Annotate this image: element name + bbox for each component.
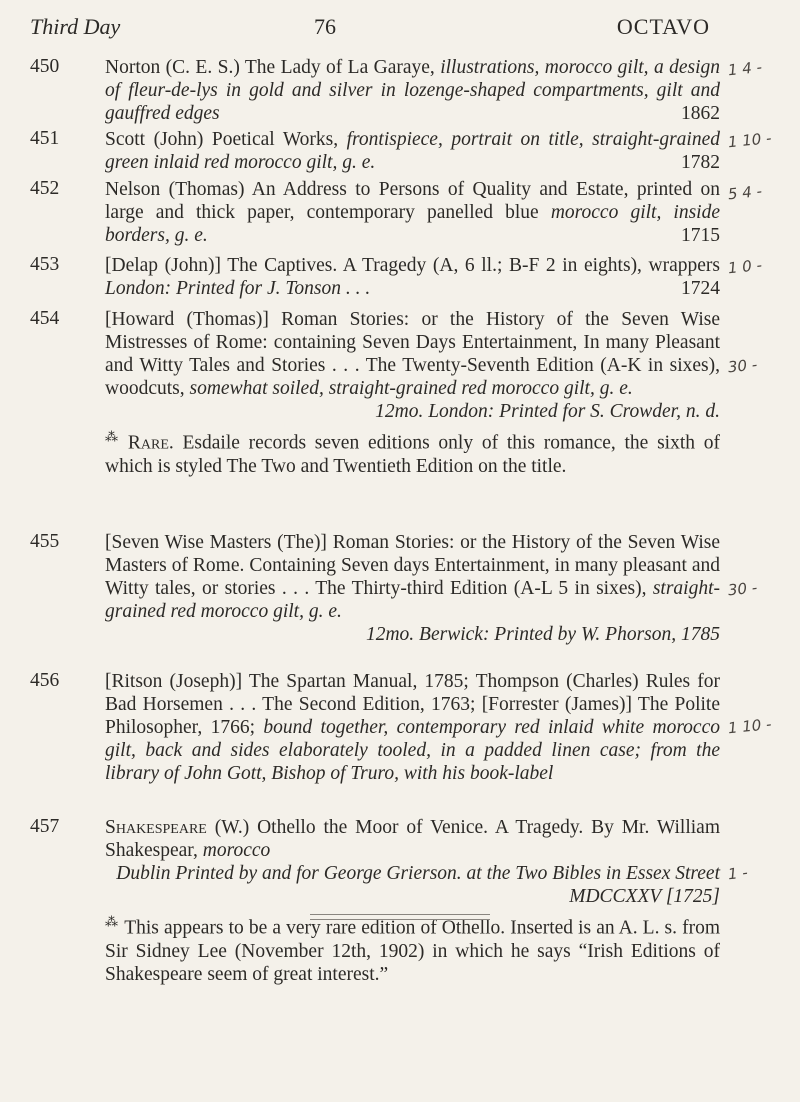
handwritten-price: 1 0 - [727, 255, 763, 278]
lot-author: Nelson (Thomas) [105, 179, 245, 200]
note-text: Esdaile records seven editions only of this romance, the sixth of which is styled The Two and Twentieth Edition on the title. [105, 432, 720, 477]
lot-title: An Address to Persons of Quality and Estate, printed on large and thick paper, contemporary panelled blue [105, 179, 720, 223]
lot-457 [30, 816, 720, 986]
lot-binding: illustrations, morocco gilt, a design of fleur-de-lys in gold and silver in lozenge-shaped compartments, gilt and gauffred edges [105, 57, 720, 124]
lot-description [105, 128, 720, 174]
sale-day: Third Day [30, 14, 121, 39]
lot-title: The Lady of La Garaye, [244, 57, 435, 78]
asterism-icon: ⁂ [105, 429, 122, 444]
lot-note [105, 425, 720, 478]
lot-author: Shakespeare (W.) [105, 817, 250, 838]
asterism-icon: ⁂ [105, 914, 119, 929]
page-header [30, 14, 710, 44]
lot-date: 1715 [681, 225, 720, 246]
lot-number: 453 [30, 254, 60, 275]
lot-imprint: 12mo. Berwick: Printed by W. Phorson, 1785 [365, 624, 720, 645]
lot-imprint: Dublin Printed by and for George Grierson. at the Two Bibles in Essex Street MDCCXXV [1725] [116, 863, 720, 907]
handwritten-price: 30 - [727, 578, 759, 600]
lot-description [105, 531, 720, 646]
lot-date: 1862 [681, 103, 720, 124]
handwritten-price: 1 4 - [727, 57, 763, 80]
lot-number: 457 [30, 816, 60, 837]
lot-title: Roman Stories: or the History of the Seven Wise Mistresses of Rome: containing Seven Days Entertainment, In many Pleasant and Witty Tales and Stories . . . The Twenty-Seventh Edition (A-K in sixes), woodcuts, [105, 309, 721, 399]
lot-author: [Seven Wise Masters (The)] [105, 532, 327, 553]
lot-binding: straight-grained red morocco gilt, g. e. [105, 578, 721, 622]
lot-title: The Captives. A Tragedy (A, 6 ll.; B-F 2 in eights), wrappers [227, 255, 720, 276]
lot-imprint: London: Printed for J. Tonson . . . [105, 278, 371, 299]
lot-456 [30, 670, 720, 785]
handwritten-price: 5 4 - [727, 181, 763, 204]
lot-binding: morocco [202, 840, 271, 861]
lot-description [105, 816, 720, 986]
note-text: This appears to be a very rare edition of Othello. Inserted is an A. L. s. from Sir Sidney Lee (November 12th, 1902) in which he says “Irish Editions of Shakespeare seem of great interest.” [105, 917, 720, 985]
lot-455 [30, 531, 720, 646]
lot-number: 451 [30, 128, 60, 149]
handwritten-price: 1 - [727, 863, 749, 884]
lot-title: Poetical Works, [211, 129, 339, 150]
lot-author: [Howard (Thomas)] [105, 309, 269, 330]
lot-author: Norton (C. E. S.) [105, 57, 240, 78]
note-label: Rare. [127, 432, 174, 454]
lot-date: 1724 [681, 278, 720, 299]
lot-binding: morocco gilt, inside borders, g. e. [105, 202, 721, 246]
lot-note [105, 910, 720, 986]
lot-date: 1782 [681, 152, 720, 173]
lot-number: 455 [30, 531, 60, 552]
lot-binding: somewhat soiled, straight-grained red morocco gilt, g. e. [189, 378, 633, 399]
lot-title: Roman Stories: or the History of the Seven Wise Masters of Rome. Containing Seven days Entertainment, in many pleasant and Witty tales, or stories . . . The Thirty-third Edition (A-L 5 in sixes), [105, 532, 721, 599]
lot-452 [30, 178, 720, 247]
end-rule [310, 914, 490, 920]
handwritten-price: 30 - [727, 355, 759, 377]
lot-450 [30, 56, 720, 125]
lot-number: 454 [30, 308, 60, 329]
lot-number: 450 [30, 56, 60, 77]
handwritten-price: 1 10 - [727, 128, 773, 152]
lot-number: 456 [30, 670, 60, 691]
lot-imprint: 12mo. London: Printed for S. Crowder, n. d. [375, 401, 720, 422]
lot-description [105, 178, 720, 247]
lot-453 [30, 254, 720, 300]
lot-binding: frontispiece, portrait on title, straight-grained green inlaid red morocco gilt, g. e. [105, 129, 720, 173]
format-heading: OCTAVO [616, 14, 710, 39]
lot-description [105, 670, 720, 785]
lot-author: Scott (John) [105, 129, 204, 150]
lot-description [105, 308, 720, 478]
lot-author: [Ritson (Joseph)] [105, 671, 243, 692]
lot-451 [30, 128, 720, 174]
lot-title: Othello the Moor of Venice. A Tragedy. By Mr. William Shakespear, [105, 817, 720, 861]
lot-description [105, 56, 720, 125]
page-number: 76 [314, 14, 336, 39]
lot-number: 452 [30, 178, 60, 199]
lot-454 [30, 308, 720, 478]
lot-binding: bound together, contemporary red inlaid white morocco gilt, back and sides elaborately tooled, in a padded linen case; from the library of John Gott, Bishop of Truro, with his book-label [105, 717, 720, 784]
lot-description [105, 254, 720, 300]
lot-title: The Spartan Manual, 1785; Thompson (Charles) Rules for Bad Horsemen . . . The Second Edition, 1763; [Forrester (James)] The Polite Philosopher, 1766; [105, 671, 720, 738]
handwritten-price: 1 10 - [727, 714, 773, 738]
lot-author: [Delap (John)] [105, 255, 221, 276]
